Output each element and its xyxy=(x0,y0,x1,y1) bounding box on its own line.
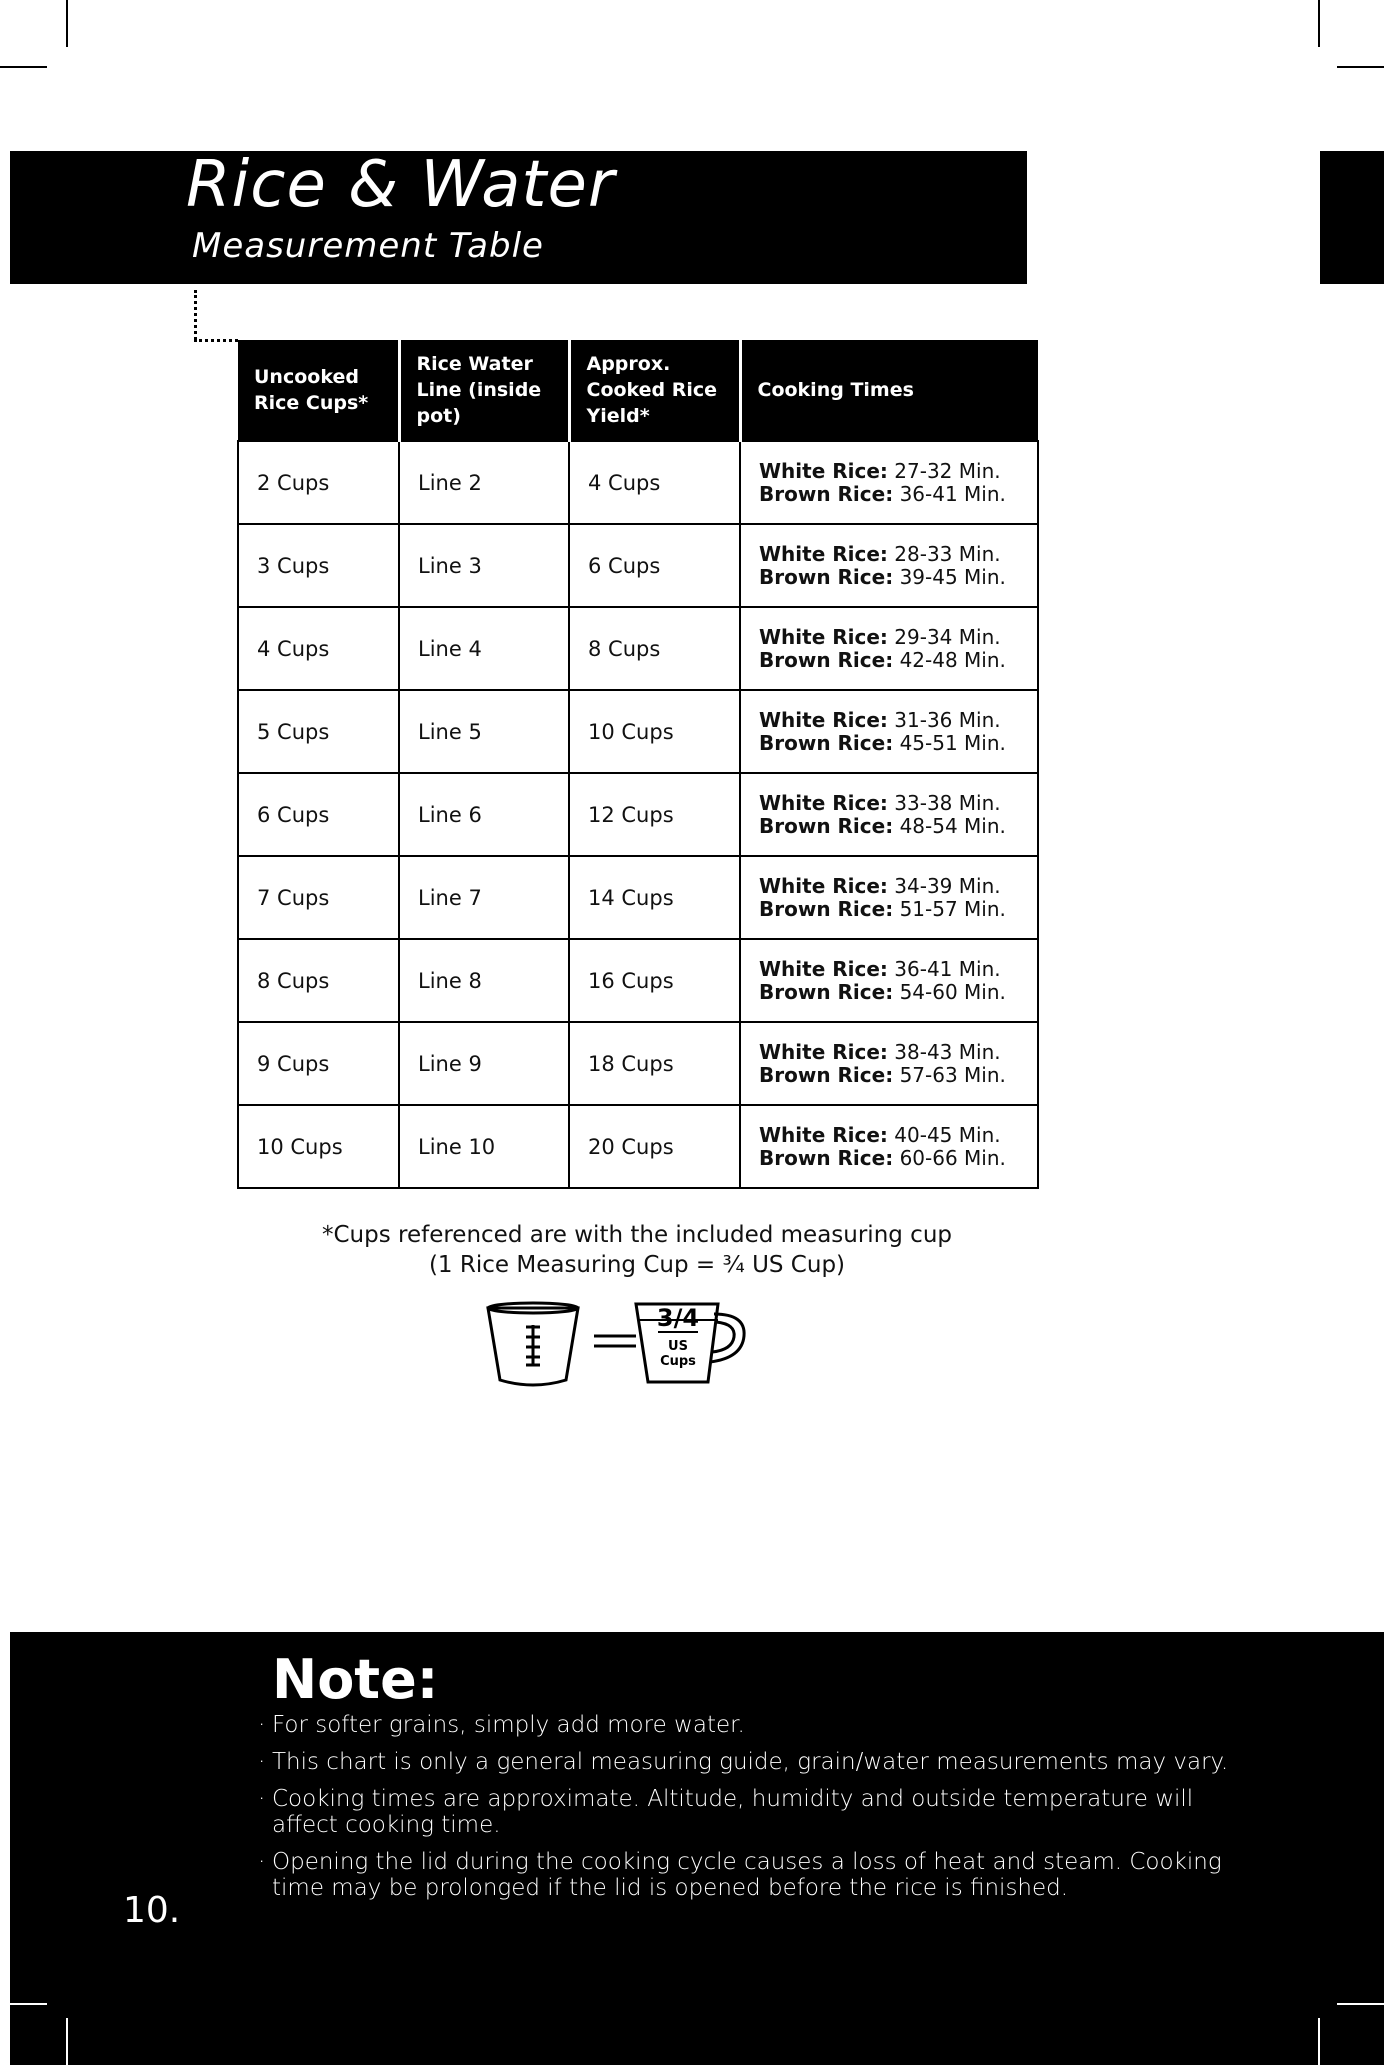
white-rice-label: White Rice: xyxy=(759,458,888,483)
table-row xyxy=(238,524,1038,607)
cooked-yield-cell: 16 Cups xyxy=(569,939,740,1022)
brown-rice-value: 45-51 Min. xyxy=(899,730,1006,755)
cooking-times-cell xyxy=(740,939,1038,1022)
white-rice-label: White Rice: xyxy=(759,873,888,898)
white-rice-value: 38-43 Min. xyxy=(894,1039,1001,1064)
crop-mark xyxy=(1318,0,1320,47)
white-rice-value: 31-36 Min. xyxy=(894,707,1001,732)
brown-rice-time xyxy=(759,649,1019,672)
note-title: Note: xyxy=(272,1648,439,1711)
table-row xyxy=(238,1022,1038,1105)
white-rice-time xyxy=(759,958,1019,981)
brown-rice-value: 57-63 Min. xyxy=(899,1062,1006,1087)
white-rice-time xyxy=(759,543,1019,566)
brown-rice-time xyxy=(759,483,1019,506)
white-rice-time xyxy=(759,626,1019,649)
cooked-yield-cell: 12 Cups xyxy=(569,773,740,856)
page-number: 10. xyxy=(123,1890,181,1931)
water-line-cell: Line 9 xyxy=(399,1022,569,1105)
uncooked-cups-cell: 3 Cups xyxy=(238,524,399,607)
brown-rice-label: Brown Rice: xyxy=(759,730,894,755)
white-rice-label: White Rice: xyxy=(759,956,888,981)
table-row xyxy=(238,939,1038,1022)
brown-rice-label: Brown Rice: xyxy=(759,979,894,1004)
column-header: Rice Water Line (inside pot) xyxy=(399,340,569,441)
brown-rice-time xyxy=(759,1064,1019,1087)
water-line-cell: Line 6 xyxy=(399,773,569,856)
note-item: · Opening the lid during the cooking cycle causes a loss of heat and steam. Cooking time may be prolonged if the lid is opened before the rice is finished. xyxy=(258,1849,1258,1901)
cooking-times-cell xyxy=(740,1105,1038,1188)
white-rice-label: White Rice: xyxy=(759,1039,888,1064)
brown-rice-value: 39-45 Min. xyxy=(899,564,1006,589)
uncooked-cups-cell: 8 Cups xyxy=(238,939,399,1022)
brown-rice-value: 42-48 Min. xyxy=(899,647,1006,672)
white-rice-label: White Rice: xyxy=(759,790,888,815)
crop-mark xyxy=(0,2003,47,2005)
white-rice-time xyxy=(759,709,1019,732)
cooked-yield-cell: 8 Cups xyxy=(569,607,740,690)
cooking-times-cell xyxy=(740,607,1038,690)
note-list xyxy=(258,1712,1258,1912)
page-subtitle: Measurement Table xyxy=(192,226,544,266)
crop-mark xyxy=(66,2018,68,2065)
brown-rice-label: Brown Rice: xyxy=(759,813,894,838)
water-line-cell: Line 2 xyxy=(399,441,569,524)
white-rice-value: 33-38 Min. xyxy=(894,790,1001,815)
white-rice-value: 40-45 Min. xyxy=(894,1122,1001,1147)
brown-rice-label: Brown Rice: xyxy=(759,1145,894,1170)
measuring-cup-illustration xyxy=(486,1300,766,1390)
brown-rice-value: 48-54 Min. xyxy=(899,813,1006,838)
equals-icon xyxy=(594,1336,636,1346)
cooking-times-cell xyxy=(740,441,1038,524)
water-line-cell: Line 4 xyxy=(399,607,569,690)
table-row xyxy=(238,607,1038,690)
cup-unit-cups: Cups xyxy=(660,1354,696,1369)
brown-rice-label: Brown Rice: xyxy=(759,481,894,506)
white-rice-time xyxy=(759,1041,1019,1064)
uncooked-cups-cell: 5 Cups xyxy=(238,690,399,773)
uncooked-cups-cell: 4 Cups xyxy=(238,607,399,690)
cup-fraction: 3/4 xyxy=(656,1304,700,1332)
cooked-yield-cell: 14 Cups xyxy=(569,856,740,939)
note-item: · For softer grains, simply add more water. xyxy=(258,1712,1258,1738)
white-rice-label: White Rice: xyxy=(759,707,888,732)
brown-rice-label: Brown Rice: xyxy=(759,1062,894,1087)
cooked-yield-cell: 20 Cups xyxy=(569,1105,740,1188)
white-rice-time xyxy=(759,1124,1019,1147)
note-item: · Cooking times are approximate. Altitude, humidity and outside temperature will affect cooking time. xyxy=(258,1786,1258,1838)
table-row xyxy=(238,856,1038,939)
water-line-cell: Line 10 xyxy=(399,1105,569,1188)
cooking-times-cell xyxy=(740,524,1038,607)
brown-rice-time xyxy=(759,815,1019,838)
white-rice-value: 36-41 Min. xyxy=(894,956,1001,981)
footnote-line: (1 Rice Measuring Cup = ¾ US Cup) xyxy=(428,1252,846,1278)
cooking-times-cell xyxy=(740,690,1038,773)
white-rice-label: White Rice: xyxy=(759,1122,888,1147)
brown-rice-label: Brown Rice: xyxy=(759,647,894,672)
footnote-line: *Cups referenced are with the included measuring cup xyxy=(321,1222,953,1248)
water-line-cell: Line 8 xyxy=(399,939,569,1022)
crop-mark xyxy=(66,0,68,47)
column-header: Uncooked Rice Cups* xyxy=(238,340,399,441)
brown-rice-value: 54-60 Min. xyxy=(899,979,1006,1004)
cooked-yield-cell: 18 Cups xyxy=(569,1022,740,1105)
brown-rice-time xyxy=(759,898,1019,921)
crop-mark xyxy=(1318,2018,1320,2065)
brown-rice-value: 60-66 Min. xyxy=(899,1145,1006,1170)
column-header: Cooking Times xyxy=(740,340,1038,441)
white-rice-label: White Rice: xyxy=(759,541,888,566)
cooking-times-cell xyxy=(740,856,1038,939)
rice-measuring-cup-icon xyxy=(488,1303,578,1385)
uncooked-cups-cell: 9 Cups xyxy=(238,1022,399,1105)
crop-mark xyxy=(1337,2003,1384,2005)
side-tab xyxy=(1320,151,1384,284)
brown-rice-time xyxy=(759,1147,1019,1170)
cooked-yield-cell: 4 Cups xyxy=(569,441,740,524)
note-item: · This chart is only a general measuring guide, grain/water measurements may vary. xyxy=(258,1749,1258,1775)
white-rice-time xyxy=(759,792,1019,815)
white-rice-time xyxy=(759,460,1019,483)
cooking-times-cell xyxy=(740,1022,1038,1105)
white-rice-value: 28-33 Min. xyxy=(894,541,1001,566)
uncooked-cups-cell: 6 Cups xyxy=(238,773,399,856)
cooked-yield-cell: 10 Cups xyxy=(569,690,740,773)
crop-mark xyxy=(0,66,47,68)
measurement-table xyxy=(237,340,1039,1189)
crop-mark xyxy=(1337,66,1384,68)
table-header-row xyxy=(238,340,1038,441)
white-rice-label: White Rice: xyxy=(759,624,888,649)
white-rice-time xyxy=(759,875,1019,898)
cooked-yield-cell: 6 Cups xyxy=(569,524,740,607)
water-line-cell: Line 3 xyxy=(399,524,569,607)
brown-rice-label: Brown Rice: xyxy=(759,896,894,921)
brown-rice-time xyxy=(759,732,1019,755)
brown-rice-time xyxy=(759,981,1019,1004)
white-rice-value: 29-34 Min. xyxy=(894,624,1001,649)
brown-rice-time xyxy=(759,566,1019,589)
brown-rice-value: 36-41 Min. xyxy=(899,481,1006,506)
table-row xyxy=(238,441,1038,524)
brown-rice-label: Brown Rice: xyxy=(759,564,894,589)
white-rice-value: 34-39 Min. xyxy=(894,873,1001,898)
dotted-connector xyxy=(194,290,197,340)
uncooked-cups-cell: 7 Cups xyxy=(238,856,399,939)
cooking-times-cell xyxy=(740,773,1038,856)
white-rice-value: 27-32 Min. xyxy=(894,458,1001,483)
footnote xyxy=(237,1220,1037,1280)
column-header: Approx. Cooked Rice Yield* xyxy=(569,340,740,441)
dotted-connector xyxy=(194,339,238,342)
water-line-cell: Line 7 xyxy=(399,856,569,939)
brown-rice-value: 51-57 Min. xyxy=(899,896,1006,921)
water-line-cell: Line 5 xyxy=(399,690,569,773)
cup-unit-us: US xyxy=(668,1339,688,1354)
table-row xyxy=(238,1105,1038,1188)
uncooked-cups-cell: 2 Cups xyxy=(238,441,399,524)
table-row xyxy=(238,690,1038,773)
uncooked-cups-cell: 10 Cups xyxy=(238,1105,399,1188)
page-title: Rice & Water xyxy=(186,148,616,222)
table-row xyxy=(238,773,1038,856)
